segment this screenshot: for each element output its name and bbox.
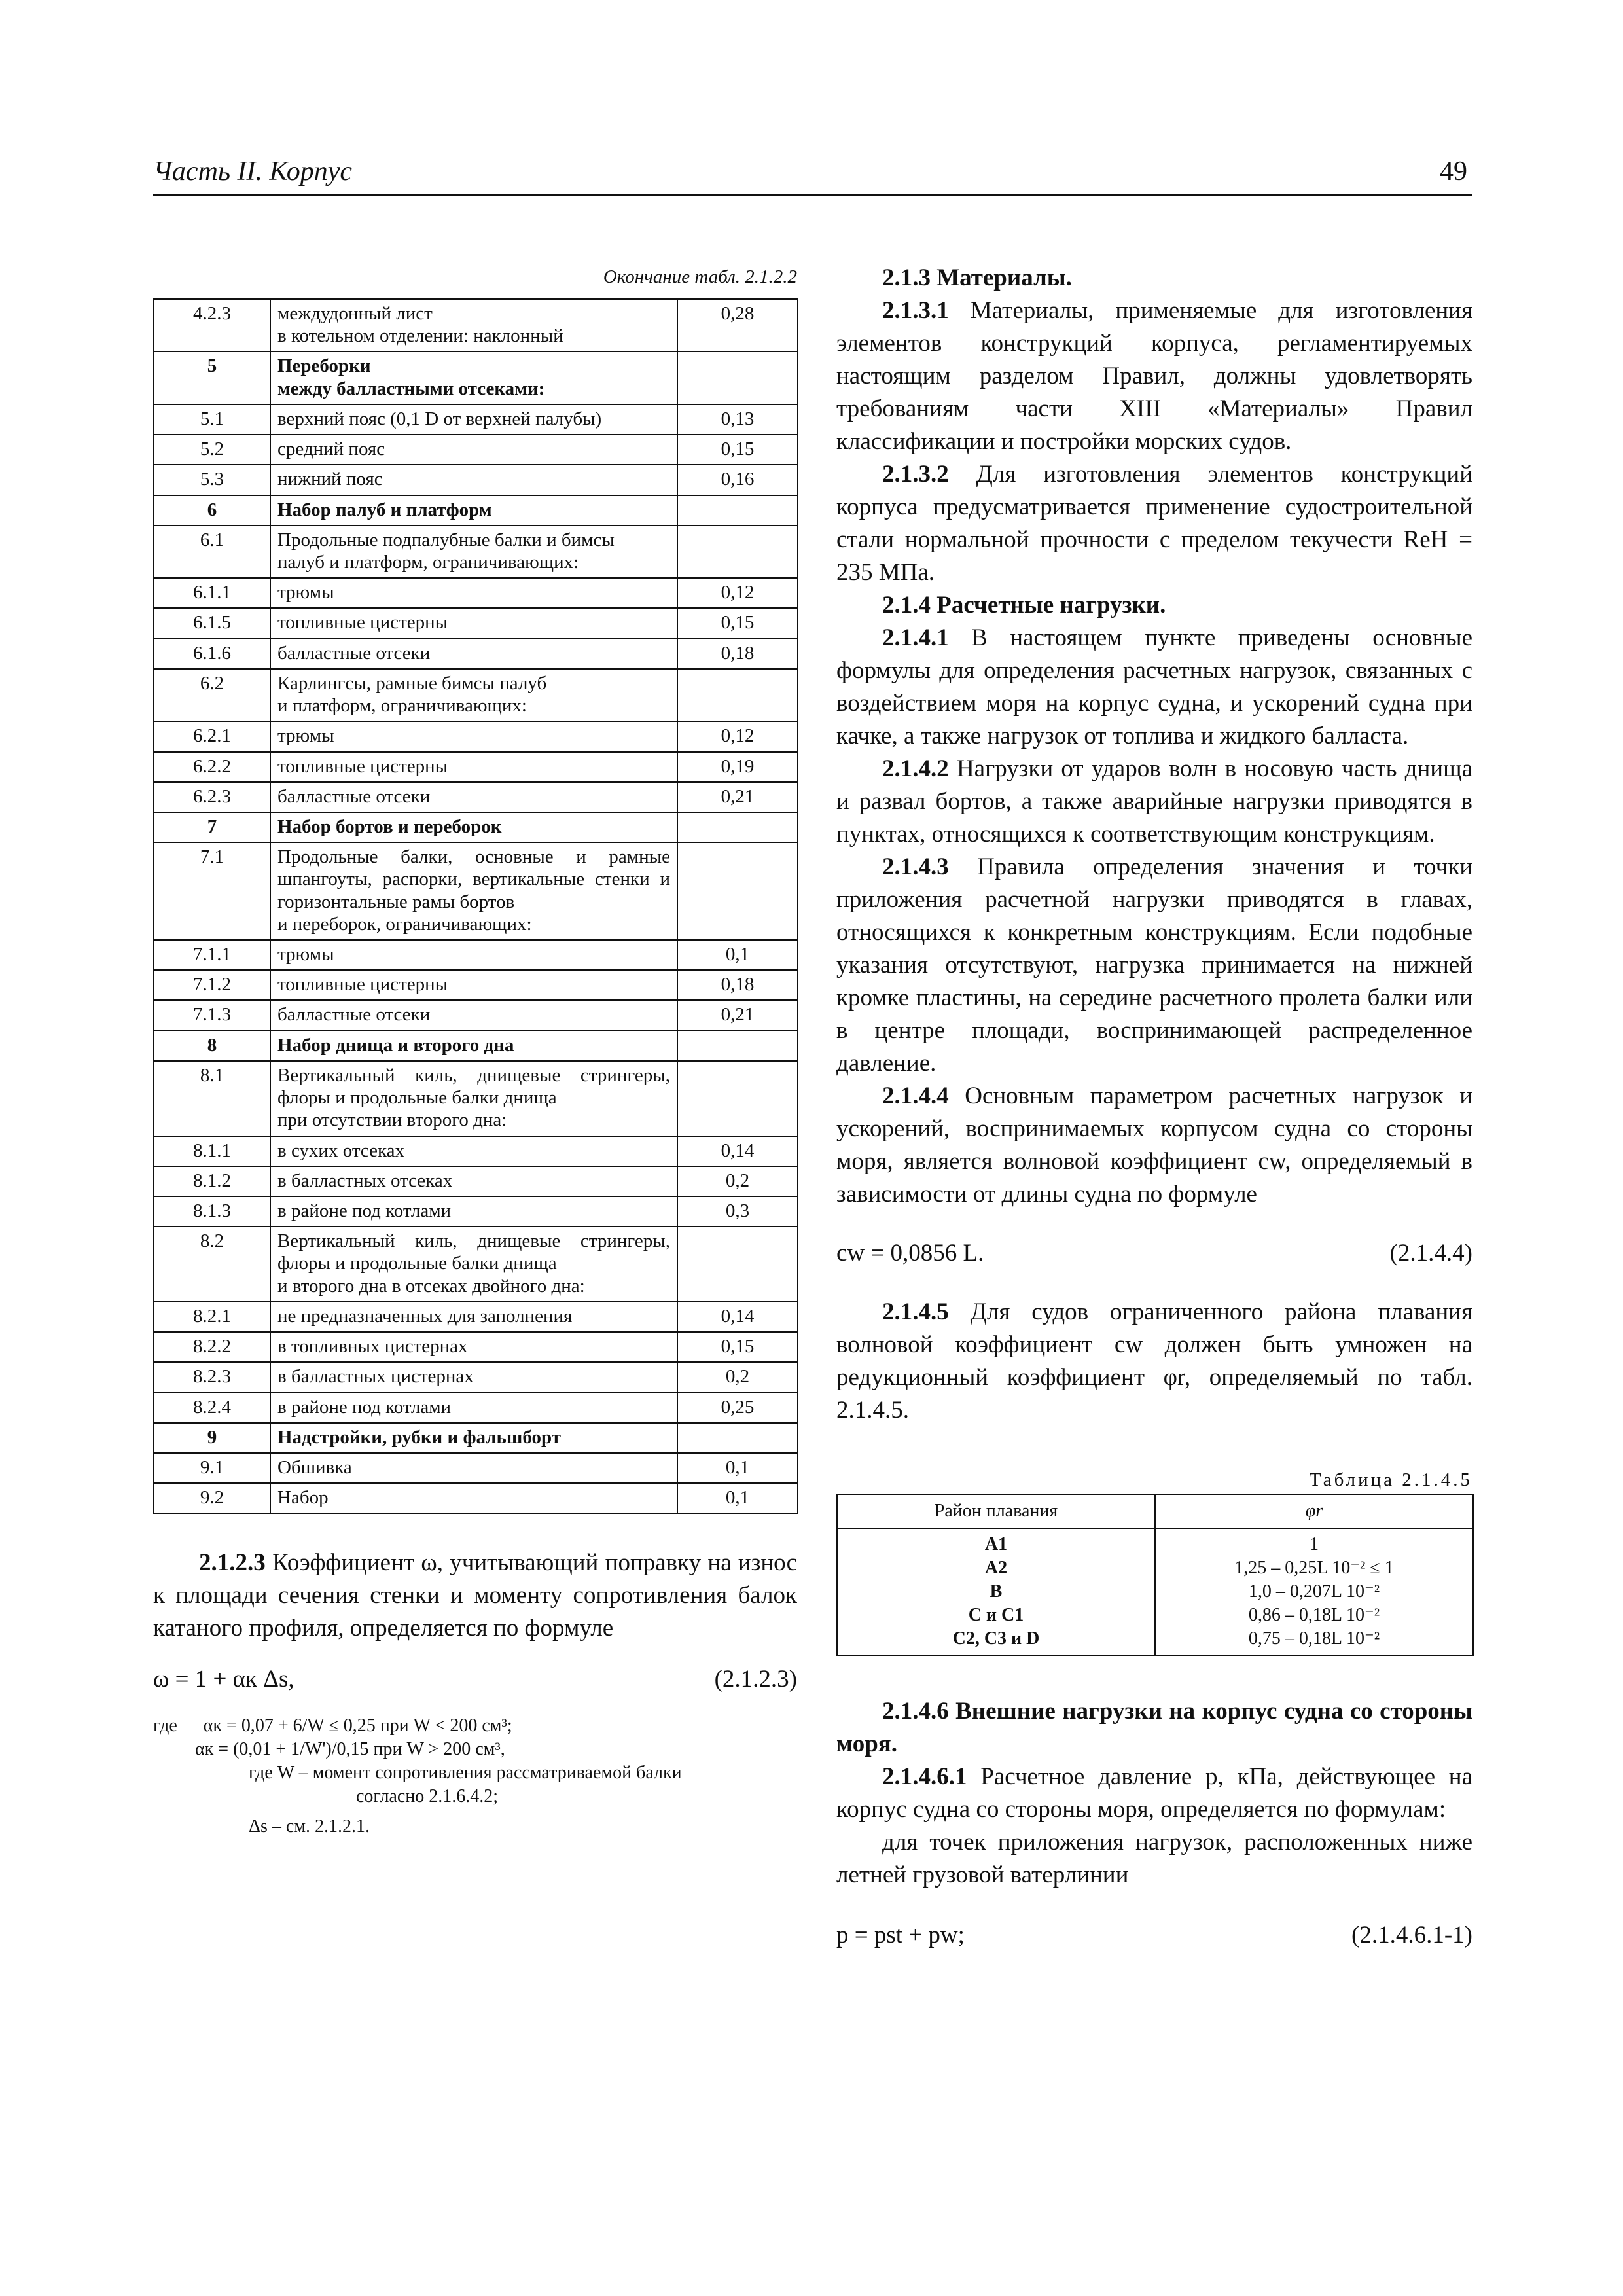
cell-val bbox=[677, 1031, 798, 1061]
table-row bbox=[837, 1528, 1473, 1556]
table-row bbox=[154, 1166, 798, 1196]
cell-text: трюмы bbox=[270, 721, 677, 751]
heading-2146: 2.1.4.6 Внешние нагрузки на корпус судна со стороны моря. bbox=[836, 1698, 1472, 1757]
cell-num: 5.2 bbox=[154, 435, 270, 465]
paragraph-text: Правила определения значения и точки приложения расчетной нагрузки приводятся в главах, относящихся к конкретным конструкциям. Если подобные указания отсутствуют, нагрузка принимается на нижней кромке пластины, на середине расчетного пролета балки или в центре площади, воспринимающей распределенное давление. bbox=[836, 853, 1472, 1077]
cell-text: верхний пояс (0,1 D от верхней палубы) bbox=[270, 404, 677, 435]
page-number: 49 bbox=[1440, 156, 1467, 187]
paragraph-text: Материалы, применяемые для изготовления элементов конструкций корпуса, регламентируемых настоящим разделом Правил, должны удовлетворять требованиям части XIII «Материалы» Правил классификации и постройки морских судов. bbox=[836, 297, 1472, 455]
formula-2144 bbox=[836, 1236, 1472, 1271]
cell-num: 9.2 bbox=[154, 1483, 270, 1513]
cell-num: 8.1.1 bbox=[154, 1136, 270, 1166]
paragraph-text: Основным параметром расчетных нагрузок и ускорений, воспринимаемых корпусом судна со стороны моря, является волновой коэффициент cw, определяемый в зависимости от длины судна по формуле bbox=[836, 1083, 1472, 1208]
table-row bbox=[154, 940, 798, 970]
formula-number: (2.1.2.3) bbox=[714, 1666, 797, 1693]
cell-num: 9.1 bbox=[154, 1453, 270, 1483]
table-row bbox=[154, 351, 798, 404]
cell-val: 0,21 bbox=[677, 1000, 798, 1030]
cell-num: 6 bbox=[154, 495, 270, 526]
cell-num: 4.2.3 bbox=[154, 299, 270, 351]
formula-legend bbox=[153, 1714, 797, 1839]
cell-val: 0,19 bbox=[677, 752, 798, 782]
cell-region: A1 bbox=[837, 1528, 1155, 1556]
table-2122 bbox=[153, 298, 798, 1514]
cell-text: не предназначенных для заполнения bbox=[270, 1302, 677, 1332]
cell-text: Карлингсы, рамные бимсы палуб и платформ, ограничивающих: bbox=[270, 669, 677, 721]
table-row bbox=[154, 1061, 798, 1136]
cell-num: 7.1 bbox=[154, 842, 270, 940]
cell-text: Продольные балки, основные и рамные шпангоуты, распорки, вертикальные стенки и горизонтальные рамы бортов и переборок, ограничивающих: bbox=[270, 842, 677, 940]
cell-text: Вертикальный киль, днищевые стрингеры, флоры и продольные балки днища и второго дна в отсеках двойного дна: bbox=[270, 1227, 677, 1302]
cell-num: 5.1 bbox=[154, 404, 270, 435]
cell-val: 0,28 bbox=[677, 299, 798, 351]
table-row bbox=[154, 608, 798, 638]
cell-text: в топливных цистернах bbox=[270, 1332, 677, 1362]
cell-val: 0,12 bbox=[677, 721, 798, 751]
cell-num: 5 bbox=[154, 351, 270, 404]
formula-expression: ω = 1 + αк Δs, bbox=[153, 1666, 294, 1693]
cell-val bbox=[677, 526, 798, 578]
cell-val: 0,1 bbox=[677, 940, 798, 970]
paragraph-number: 2.1.2.3 bbox=[199, 1549, 266, 1577]
cell-text: Обшивка bbox=[270, 1453, 677, 1483]
table-row bbox=[154, 1332, 798, 1362]
cell-text: средний пояс bbox=[270, 435, 677, 465]
paragraph-21461 bbox=[836, 1761, 1472, 1826]
formula-expression: p = pst + pw; bbox=[836, 1922, 965, 1948]
table-row bbox=[154, 578, 798, 608]
cell-val: 0,25 bbox=[677, 1393, 798, 1423]
cell-text: Набор днища и второго дна bbox=[270, 1031, 677, 1061]
left-column bbox=[153, 262, 797, 1839]
paragraph-2145 bbox=[836, 1296, 1472, 1427]
table-row bbox=[154, 1227, 798, 1302]
paragraph-number: 2.1.4.4 bbox=[882, 1083, 949, 1109]
paragraph-number: 2.1.4.6.1 bbox=[882, 1763, 967, 1790]
cell-val: 0,21 bbox=[677, 782, 798, 812]
cell-phi: 1,0 – 0,207L 10⁻² bbox=[1155, 1580, 1473, 1604]
cell-val bbox=[677, 1227, 798, 1302]
cell-val: 0,18 bbox=[677, 639, 798, 669]
table-row bbox=[154, 1483, 798, 1513]
table-row bbox=[154, 782, 798, 812]
right-column bbox=[836, 262, 1472, 1953]
paragraph-2123 bbox=[153, 1547, 797, 1645]
cell-region: C и C1 bbox=[837, 1604, 1155, 1627]
formula-2123 bbox=[153, 1662, 797, 1697]
cell-val: 0,16 bbox=[677, 465, 798, 495]
cell-num: 8.2.3 bbox=[154, 1362, 270, 1392]
legend-line: αк = 0,07 + 6/W ≤ 0,25 при W < 200 см³; bbox=[203, 1715, 512, 1736]
table-row bbox=[154, 812, 798, 842]
cell-text: в районе под котлами bbox=[270, 1393, 677, 1423]
cell-text: нижний пояс bbox=[270, 465, 677, 495]
table-row bbox=[837, 1627, 1473, 1655]
paragraph-text: В настоящем пункте приведены основные формулы для определения расчетных нагрузок, связанных с воздействием моря на корпус судна, и ускорений судна при качке, а также нагрузок от топлива и жидкого балласта. bbox=[836, 624, 1472, 749]
cell-val: 0,1 bbox=[677, 1483, 798, 1513]
table-row bbox=[837, 1556, 1473, 1580]
cell-num: 8.1 bbox=[154, 1061, 270, 1136]
paragraph-number: 2.1.4.1 bbox=[882, 624, 949, 651]
cell-val: 0,13 bbox=[677, 404, 798, 435]
cell-num: 5.3 bbox=[154, 465, 270, 495]
paragraph-2141 bbox=[836, 622, 1472, 753]
paragraph-2144 bbox=[836, 1080, 1472, 1211]
cell-text: балластные отсеки bbox=[270, 639, 677, 669]
where-label: где bbox=[153, 1715, 177, 1736]
cell-val: 0,15 bbox=[677, 435, 798, 465]
cell-num: 7.1.3 bbox=[154, 1000, 270, 1030]
table-row bbox=[154, 465, 798, 495]
cell-val: 0,15 bbox=[677, 608, 798, 638]
cell-num: 8.1.2 bbox=[154, 1166, 270, 1196]
formula-number: (2.1.4.4) bbox=[1389, 1240, 1472, 1266]
cell-region: C2, C3 и D bbox=[837, 1627, 1155, 1655]
paragraph-text: Нагрузки от ударов волн в носовую часть днища и развал бортов, а также аварийные нагрузки приводятся в пунктах, относящихся к соответствующим конструкциям. bbox=[836, 755, 1472, 848]
table-row bbox=[154, 970, 798, 1000]
table-row bbox=[154, 435, 798, 465]
table-row bbox=[154, 1362, 798, 1392]
cell-val: 0,18 bbox=[677, 970, 798, 1000]
cell-text: Набор bbox=[270, 1483, 677, 1513]
table-2145 bbox=[836, 1494, 1474, 1656]
cell-val bbox=[677, 351, 798, 404]
legend-line: согласно 2.1.6.4.2; bbox=[356, 1786, 499, 1807]
table-row bbox=[154, 1423, 798, 1453]
cell-phi: 1,25 – 0,25L 10⁻² ≤ 1 bbox=[1155, 1556, 1473, 1580]
table-row bbox=[154, 1196, 798, 1227]
cell-val bbox=[677, 842, 798, 940]
paragraph-text: Коэффициент ω, учитывающий поправку на износ к площади сечения стенки и моменту сопротивления балок катаного профиля, определяется по формуле bbox=[153, 1549, 797, 1642]
table-row bbox=[154, 721, 798, 751]
cell-num: 6.1.1 bbox=[154, 578, 270, 608]
cell-num: 6.2.2 bbox=[154, 752, 270, 782]
cell-val: 0,1 bbox=[677, 1453, 798, 1483]
legend-line: αк = (0,01 + 1/W')/0,15 при W > 200 см³, bbox=[195, 1739, 505, 1760]
legend-line: Δs – см. 2.1.2.1. bbox=[249, 1816, 370, 1837]
cell-val bbox=[677, 495, 798, 526]
heading-213: 2.1.3 Материалы. bbox=[882, 264, 1072, 291]
table-row bbox=[154, 299, 798, 351]
paragraph-number: 2.1.4.5 bbox=[882, 1299, 949, 1325]
cell-region: A2 bbox=[837, 1556, 1155, 1580]
table-row bbox=[154, 404, 798, 435]
cell-val: 0,15 bbox=[677, 1332, 798, 1362]
cell-num: 8.2 bbox=[154, 1227, 270, 1302]
paragraph-number: 2.1.4.2 bbox=[882, 755, 949, 782]
table-2122-caption: Окончание табл. 2.1.2.2 bbox=[603, 266, 797, 287]
table-row bbox=[154, 1000, 798, 1030]
cell-val: 0,2 bbox=[677, 1166, 798, 1196]
table-row bbox=[154, 639, 798, 669]
cell-text: Надстройки, рубки и фальшборт bbox=[270, 1423, 677, 1453]
paragraph-text: Для изготовления элементов конструкций корпуса предусматривается применение судостроительной стали нормальной прочности с пределом текучести ReH = 235 МПа. bbox=[836, 461, 1472, 586]
paragraph-2132 bbox=[836, 458, 1472, 589]
paragraph-2143 bbox=[836, 851, 1472, 1080]
cell-phi: 1 bbox=[1155, 1528, 1473, 1556]
table-2145-caption: Таблица 2.1.4.5 bbox=[1309, 1469, 1472, 1490]
cell-num: 6.1.6 bbox=[154, 639, 270, 669]
cell-num: 8 bbox=[154, 1031, 270, 1061]
cell-text: в балластных отсеках bbox=[270, 1166, 677, 1196]
cell-val: 0,2 bbox=[677, 1362, 798, 1392]
cell-text: топливные цистерны bbox=[270, 608, 677, 638]
table-row bbox=[154, 669, 798, 721]
cell-region: B bbox=[837, 1580, 1155, 1604]
cell-val: 0,3 bbox=[677, 1196, 798, 1227]
cell-num: 7.1.2 bbox=[154, 970, 270, 1000]
cell-num: 6.2.3 bbox=[154, 782, 270, 812]
formula-21461 bbox=[836, 1918, 1472, 1953]
cell-num: 6.2 bbox=[154, 669, 270, 721]
cell-text: Переборки между балластными отсеками: bbox=[270, 351, 677, 404]
paragraph-2142 bbox=[836, 753, 1472, 851]
paragraph-2131 bbox=[836, 295, 1472, 458]
table-row bbox=[154, 842, 798, 940]
cell-text: топливные цистерны bbox=[270, 970, 677, 1000]
paragraph-number: 2.1.3.2 bbox=[882, 461, 949, 488]
table-row bbox=[154, 495, 798, 526]
running-header-title: Часть II. Корпус bbox=[153, 156, 353, 187]
cell-text: в балластных цистернах bbox=[270, 1362, 677, 1392]
paragraph-below-waterline: для точек приложения нагрузок, расположенных ниже летней грузовой ватерлинии bbox=[836, 1829, 1472, 1888]
table-2145-header-region: Район плавания bbox=[837, 1494, 1155, 1528]
cell-text: трюмы bbox=[270, 578, 677, 608]
cell-text: Набор бортов и переборок bbox=[270, 812, 677, 842]
table-row bbox=[154, 1302, 798, 1332]
table-row bbox=[154, 1393, 798, 1423]
table-row bbox=[154, 1031, 798, 1061]
cell-text: Продольные подпалубные балки и бимсы палуб и платформ, ограничивающих: bbox=[270, 526, 677, 578]
cell-val bbox=[677, 812, 798, 842]
cell-num: 8.2.1 bbox=[154, 1302, 270, 1332]
cell-phi: 0,86 – 0,18L 10⁻² bbox=[1155, 1604, 1473, 1627]
paragraph-number: 2.1.3.1 bbox=[882, 297, 949, 324]
cell-num: 7.1.1 bbox=[154, 940, 270, 970]
cell-text: Набор палуб и платформ bbox=[270, 495, 677, 526]
table-row bbox=[154, 1136, 798, 1166]
cell-val bbox=[677, 669, 798, 721]
cell-text: в районе под котлами bbox=[270, 1196, 677, 1227]
table-row bbox=[154, 526, 798, 578]
table-2145-header-phi: φr bbox=[1155, 1494, 1473, 1528]
cell-text: балластные отсеки bbox=[270, 1000, 677, 1030]
cell-text: междудонный лист в котельном отделении: наклонный bbox=[270, 299, 677, 351]
cell-num: 6.1.5 bbox=[154, 608, 270, 638]
cell-text: в сухих отсеках bbox=[270, 1136, 677, 1166]
table-row bbox=[837, 1604, 1473, 1627]
cell-text: Вертикальный киль, днищевые стрингеры, флоры и продольные балки днища при отсутствии второго дна: bbox=[270, 1061, 677, 1136]
table-row bbox=[154, 752, 798, 782]
cell-num: 7 bbox=[154, 812, 270, 842]
cell-num: 8.2.4 bbox=[154, 1393, 270, 1423]
cell-val: 0,14 bbox=[677, 1136, 798, 1166]
paragraph-text: Для судов ограниченного района плавания волновой коэффициент cw должен быть умножен на редукционный коэффициент φr, определяемый по табл. 2.1.4.5. bbox=[836, 1299, 1472, 1424]
cell-val: 0,14 bbox=[677, 1302, 798, 1332]
legend-line: где W – момент сопротивления рассматриваемой балки bbox=[249, 1763, 682, 1784]
table-row bbox=[154, 1453, 798, 1483]
cell-num: 6.1 bbox=[154, 526, 270, 578]
heading-214: 2.1.4 Расчетные нагрузки. bbox=[882, 592, 1166, 619]
table-row bbox=[837, 1580, 1473, 1604]
paragraph-text: Расчетное давление p, кПа, действующее на корпус судна со стороны моря, определяется по формулам: bbox=[836, 1763, 1472, 1823]
formula-expression: cw = 0,0856 L. bbox=[836, 1240, 984, 1266]
paragraph-number: 2.1.4.3 bbox=[882, 853, 949, 880]
cell-val: 0,12 bbox=[677, 578, 798, 608]
cell-num: 8.2.2 bbox=[154, 1332, 270, 1362]
cell-text: топливные цистерны bbox=[270, 752, 677, 782]
cell-num: 6.2.1 bbox=[154, 721, 270, 751]
cell-phi: 0,75 – 0,18L 10⁻² bbox=[1155, 1627, 1473, 1655]
cell-val bbox=[677, 1423, 798, 1453]
cell-text: трюмы bbox=[270, 940, 677, 970]
running-header bbox=[153, 154, 1472, 196]
cell-num: 8.1.3 bbox=[154, 1196, 270, 1227]
cell-text: балластные отсеки bbox=[270, 782, 677, 812]
cell-val bbox=[677, 1061, 798, 1136]
formula-number: (2.1.4.6.1-1) bbox=[1351, 1922, 1472, 1948]
cell-num: 9 bbox=[154, 1423, 270, 1453]
